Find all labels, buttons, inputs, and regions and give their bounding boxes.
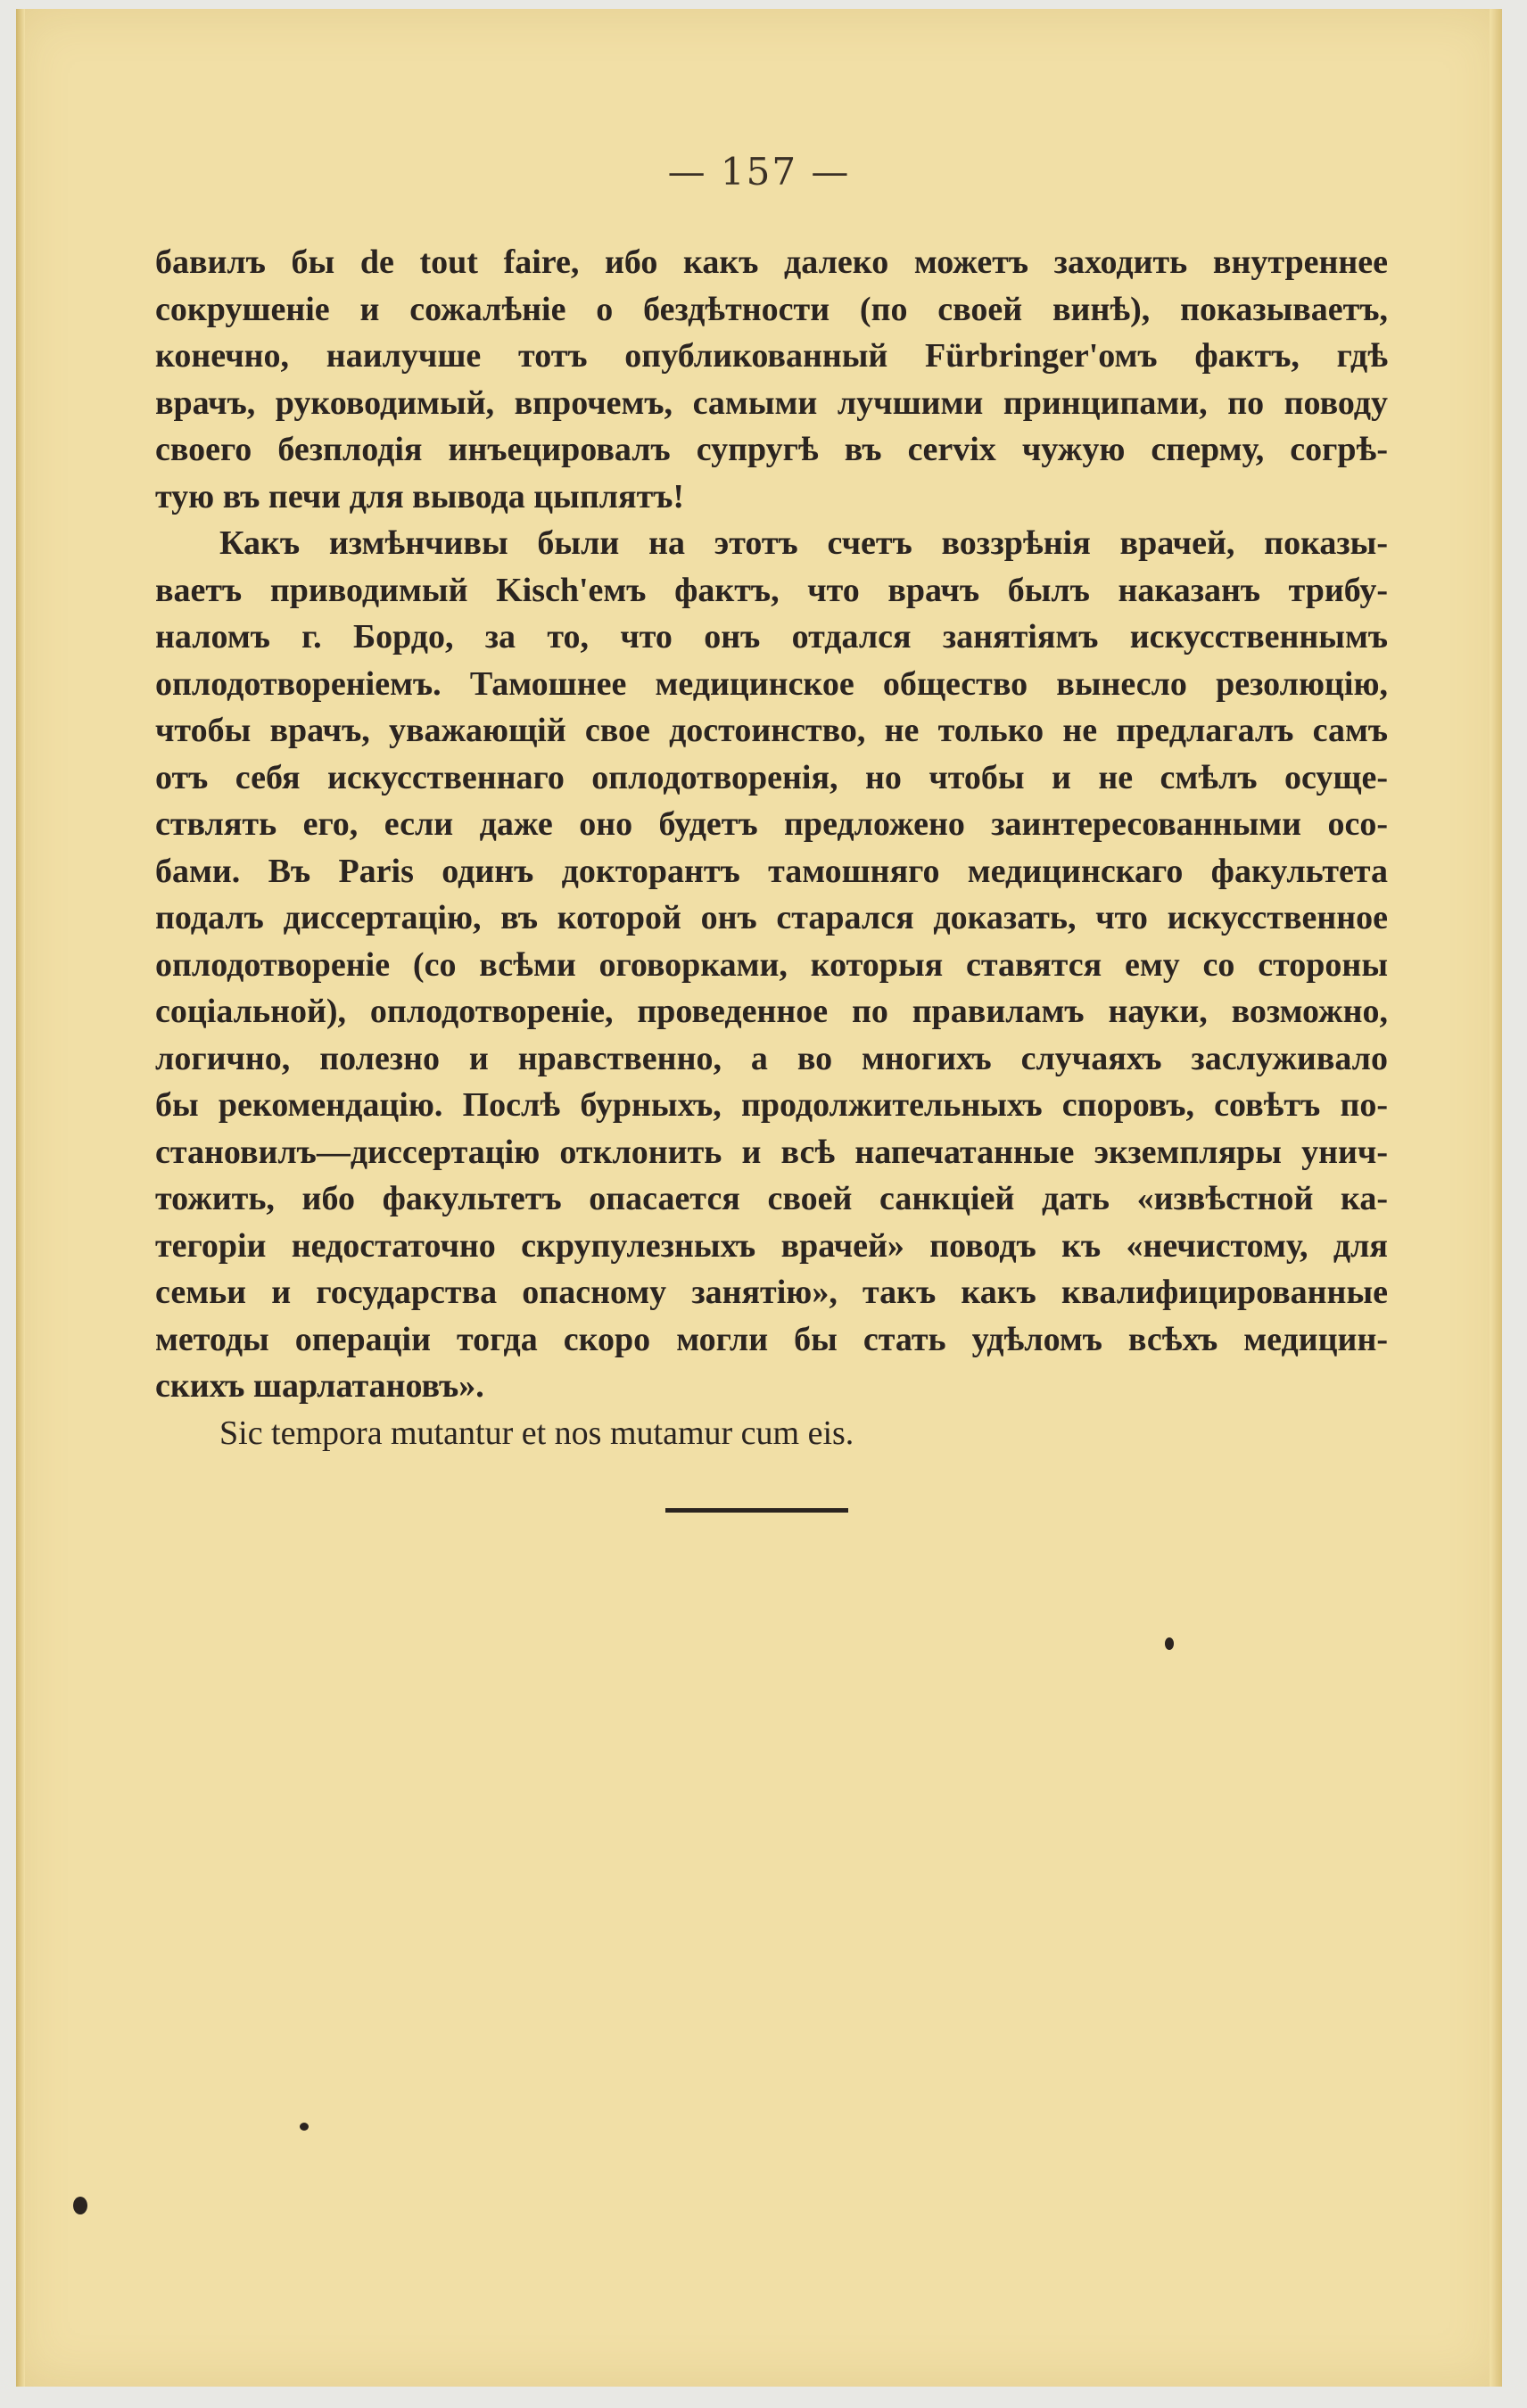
text-line: наломъ г. Бордо, за то, что онъ отдался занятіямъ искусственнымъ <box>155 618 1388 656</box>
text-line: тую въ печи для вывода цыплятъ! <box>155 477 685 515</box>
text-line: методы операціи тогда скоро могли бы стать удѣломъ всѣхъ медицин- <box>155 1320 1388 1358</box>
text-line: становилъ—диссертацію отклонить и всѣ напечатанные экземпляры унич- <box>155 1133 1388 1171</box>
section-separator <box>665 1508 848 1513</box>
body-text <box>155 239 1388 1456</box>
text-line: отъ себя искусственнаго оплодотворенія, но чтобы и не смѣлъ осуще- <box>155 758 1388 796</box>
text-line: логично, полезно и нравственно, а во многихъ случаяхъ заслуживало <box>155 1039 1388 1077</box>
text-line: тегоріи недостаточно скрупулезныхъ врачей» поводъ къ «нечистому, для <box>155 1226 1388 1265</box>
text-line: подалъ диссертацію, въ которой онъ старался доказать, что искусственное <box>155 899 1388 936</box>
text-line: ваетъ приводимый Kisch'емъ фактъ, что врачъ былъ наказанъ трибу- <box>155 571 1388 609</box>
text-line: соціальной), оплодотвореніе, проведенное по правиламъ науки, возможно, <box>155 993 1388 1030</box>
text-line: тожить, ибо факультетъ опасается своей санкціей дать «извѣстной ка- <box>155 1180 1388 1217</box>
ink-speck <box>1165 1637 1174 1650</box>
page-right-edge <box>1490 9 1502 2387</box>
ink-speck <box>73 2197 87 2214</box>
ink-speck <box>300 2123 309 2131</box>
book-page <box>16 9 1502 2387</box>
text-line: оплодотвореніемъ. Тамошнее медицинское общество вынесло резолюцію, <box>155 664 1388 703</box>
text-line: оплодотвореніе (со всѣми оговорками, которыя ставятся ему со стороны <box>155 945 1388 984</box>
page-number: — 157 — <box>667 150 851 194</box>
text-line: врачъ, руководимый, впрочемъ, самыми лучшими принципами, по поводу <box>155 383 1388 422</box>
text-line: бавилъ бы de tout faire, ибо какъ далеко можетъ заходить внутреннее <box>155 243 1388 281</box>
text-line: своего безплодія инъецировалъ супругѣ въ cervix чужую сперму, согрѣ- <box>155 431 1388 468</box>
latin-closing-line: Sic tempora mutantur et nos mutamur cum eis. <box>219 1414 854 1452</box>
text-line: сокрушеніе и сожалѣніе о бездѣтности (по своей винѣ), показываетъ, <box>155 290 1388 328</box>
page-left-edge <box>16 9 25 2387</box>
text-line: ствлять его, если даже оно будетъ предложено заинтересованными осо- <box>155 805 1388 843</box>
text-line: бами. Въ Paris одинъ докторантъ тамошняго медицинскаго факультета <box>155 852 1388 890</box>
text-line: скихъ шарлатановъ». <box>155 1367 484 1405</box>
text-line: конечно, наилучше тотъ опубликованный Fürbringer'омъ фактъ, гдѣ <box>155 337 1388 375</box>
text-line: чтобы врачъ, уважающій свое достоинство, не только не предлагалъ самъ <box>155 712 1388 749</box>
text-line: бы рекомендацію. Послѣ бурныхъ, продолжительныхъ споровъ, совѣтъ по- <box>155 1086 1388 1124</box>
text-line: семьи и государства опасному занятію», такъ какъ квалифицированные <box>155 1274 1388 1311</box>
text-line: Какъ измѣнчивы были на этотъ счетъ воззрѣнія врачей, показы- <box>219 524 1388 562</box>
